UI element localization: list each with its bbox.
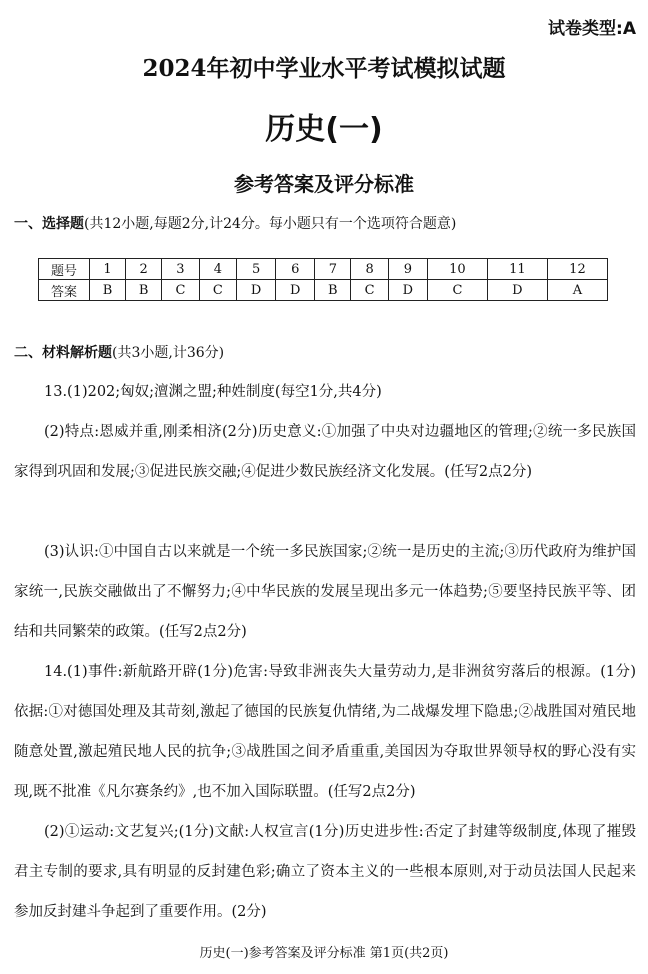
question-number-cell: 8 <box>351 259 388 280</box>
answer-cell: C <box>427 280 487 301</box>
answer-cell: D <box>487 280 547 301</box>
answer-cell: C <box>351 280 388 301</box>
question-number-header: 题号 <box>39 259 90 280</box>
answer-paragraph-14-1: 14.(1)事件:新航路开辟(1分)危害:导致非洲丧失大量劳动力,是非洲贫穷落后的根源。(1分)依据:①对德国处理及其苛刻,激起了德国的民族复仇情绪,为二战爆发埋下隐患;②战胜国对殖民地随意处置,激起殖民地人民的抗争;③战胜国之间矛盾重重,美国因为夺取世界领导权的野心没有实现,既不批准《凡尔赛条约》,也不加入国际联盟。(任写2点2分) <box>14 664 636 800</box>
question-number-cell: 2 <box>126 259 162 280</box>
answer-cell: B <box>90 280 126 301</box>
answer-paragraph-13-3: (3)认识:①中国自古以来就是一个统一多民族国家;②统一是历史的主流;③历代政府为维护国家统一,民族交融做出了不懈努力;④中华民族的发展呈现出多元一体趋势;⑤要坚持民族平等、团结和共同繁荣的政策。(任写2点2分) <box>14 544 636 640</box>
page-footer: 历史(一)参考答案及评分标准 第1页(共2页) <box>199 946 449 961</box>
question-number-cell: 12 <box>547 259 607 280</box>
question-number-cell: 11 <box>487 259 547 280</box>
answer-cell: B <box>126 280 162 301</box>
question-number-cell: 3 <box>162 259 199 280</box>
exam-title: 2024年初中学业水平考试模拟试题 <box>142 55 506 82</box>
question-number-cell: 6 <box>276 259 315 280</box>
answer-paragraph-13-2: (2)特点:恩威并重,刚柔相济(2分)历史意义:①加强了中央对边疆地区的管理;②统一多民族国家得到巩固和发展;③促进民族交融;④促进少数民族经济文化发展。(任写2点2分) <box>14 424 636 480</box>
answer-cell: D <box>388 280 427 301</box>
answer-key-title: 参考答案及评分标准 <box>234 172 414 196</box>
answer-cell: D <box>237 280 276 301</box>
answer-cell: C <box>199 280 236 301</box>
section-one-label: 一、选择题 <box>14 216 84 232</box>
question-number-cell: 9 <box>388 259 427 280</box>
paper-type-label: 试卷类型:A <box>548 19 636 39</box>
section-two-label: 二、材料解析题 <box>14 345 112 361</box>
answer-cell: D <box>276 280 315 301</box>
question-number-cell: 10 <box>427 259 487 280</box>
answer-cell: C <box>162 280 199 301</box>
section-one-heading <box>14 213 456 233</box>
answer-cell: B <box>315 280 351 301</box>
section-one-note: (共12小题,每题2分,计24分。每小题只有一个选项符合题意) <box>84 216 457 232</box>
answer-paragraph-14-2: (2)①运动:文艺复兴;(1分)文献:人权宣言(1分)历史进步性:否定了封建等级制度,体现了摧毁君主专制的要求,具有明显的反封建色彩;确立了资本主义的一些根本原则,对于动员法国人民起来参加反封建斗争起到了重要作用。(2分) <box>14 824 636 920</box>
section-two-note: (共3小题,计36分) <box>112 345 225 361</box>
question-number-cell: 7 <box>315 259 351 280</box>
answer-row <box>39 280 608 301</box>
question-number-cell: 1 <box>90 259 126 280</box>
question-number-cell: 5 <box>237 259 276 280</box>
answer-header: 答案 <box>39 280 90 301</box>
answer-cell: A <box>547 280 607 301</box>
question-number-row <box>39 259 608 280</box>
question-number-cell: 4 <box>199 259 236 280</box>
answer-paragraph-13-1: 13.(1)202;匈奴;澶渊之盟;种姓制度(每空1分,共4分) <box>44 384 382 400</box>
answer-table <box>38 258 608 301</box>
subject-title: 历史(一) <box>265 112 383 147</box>
section-two-heading <box>14 342 224 362</box>
